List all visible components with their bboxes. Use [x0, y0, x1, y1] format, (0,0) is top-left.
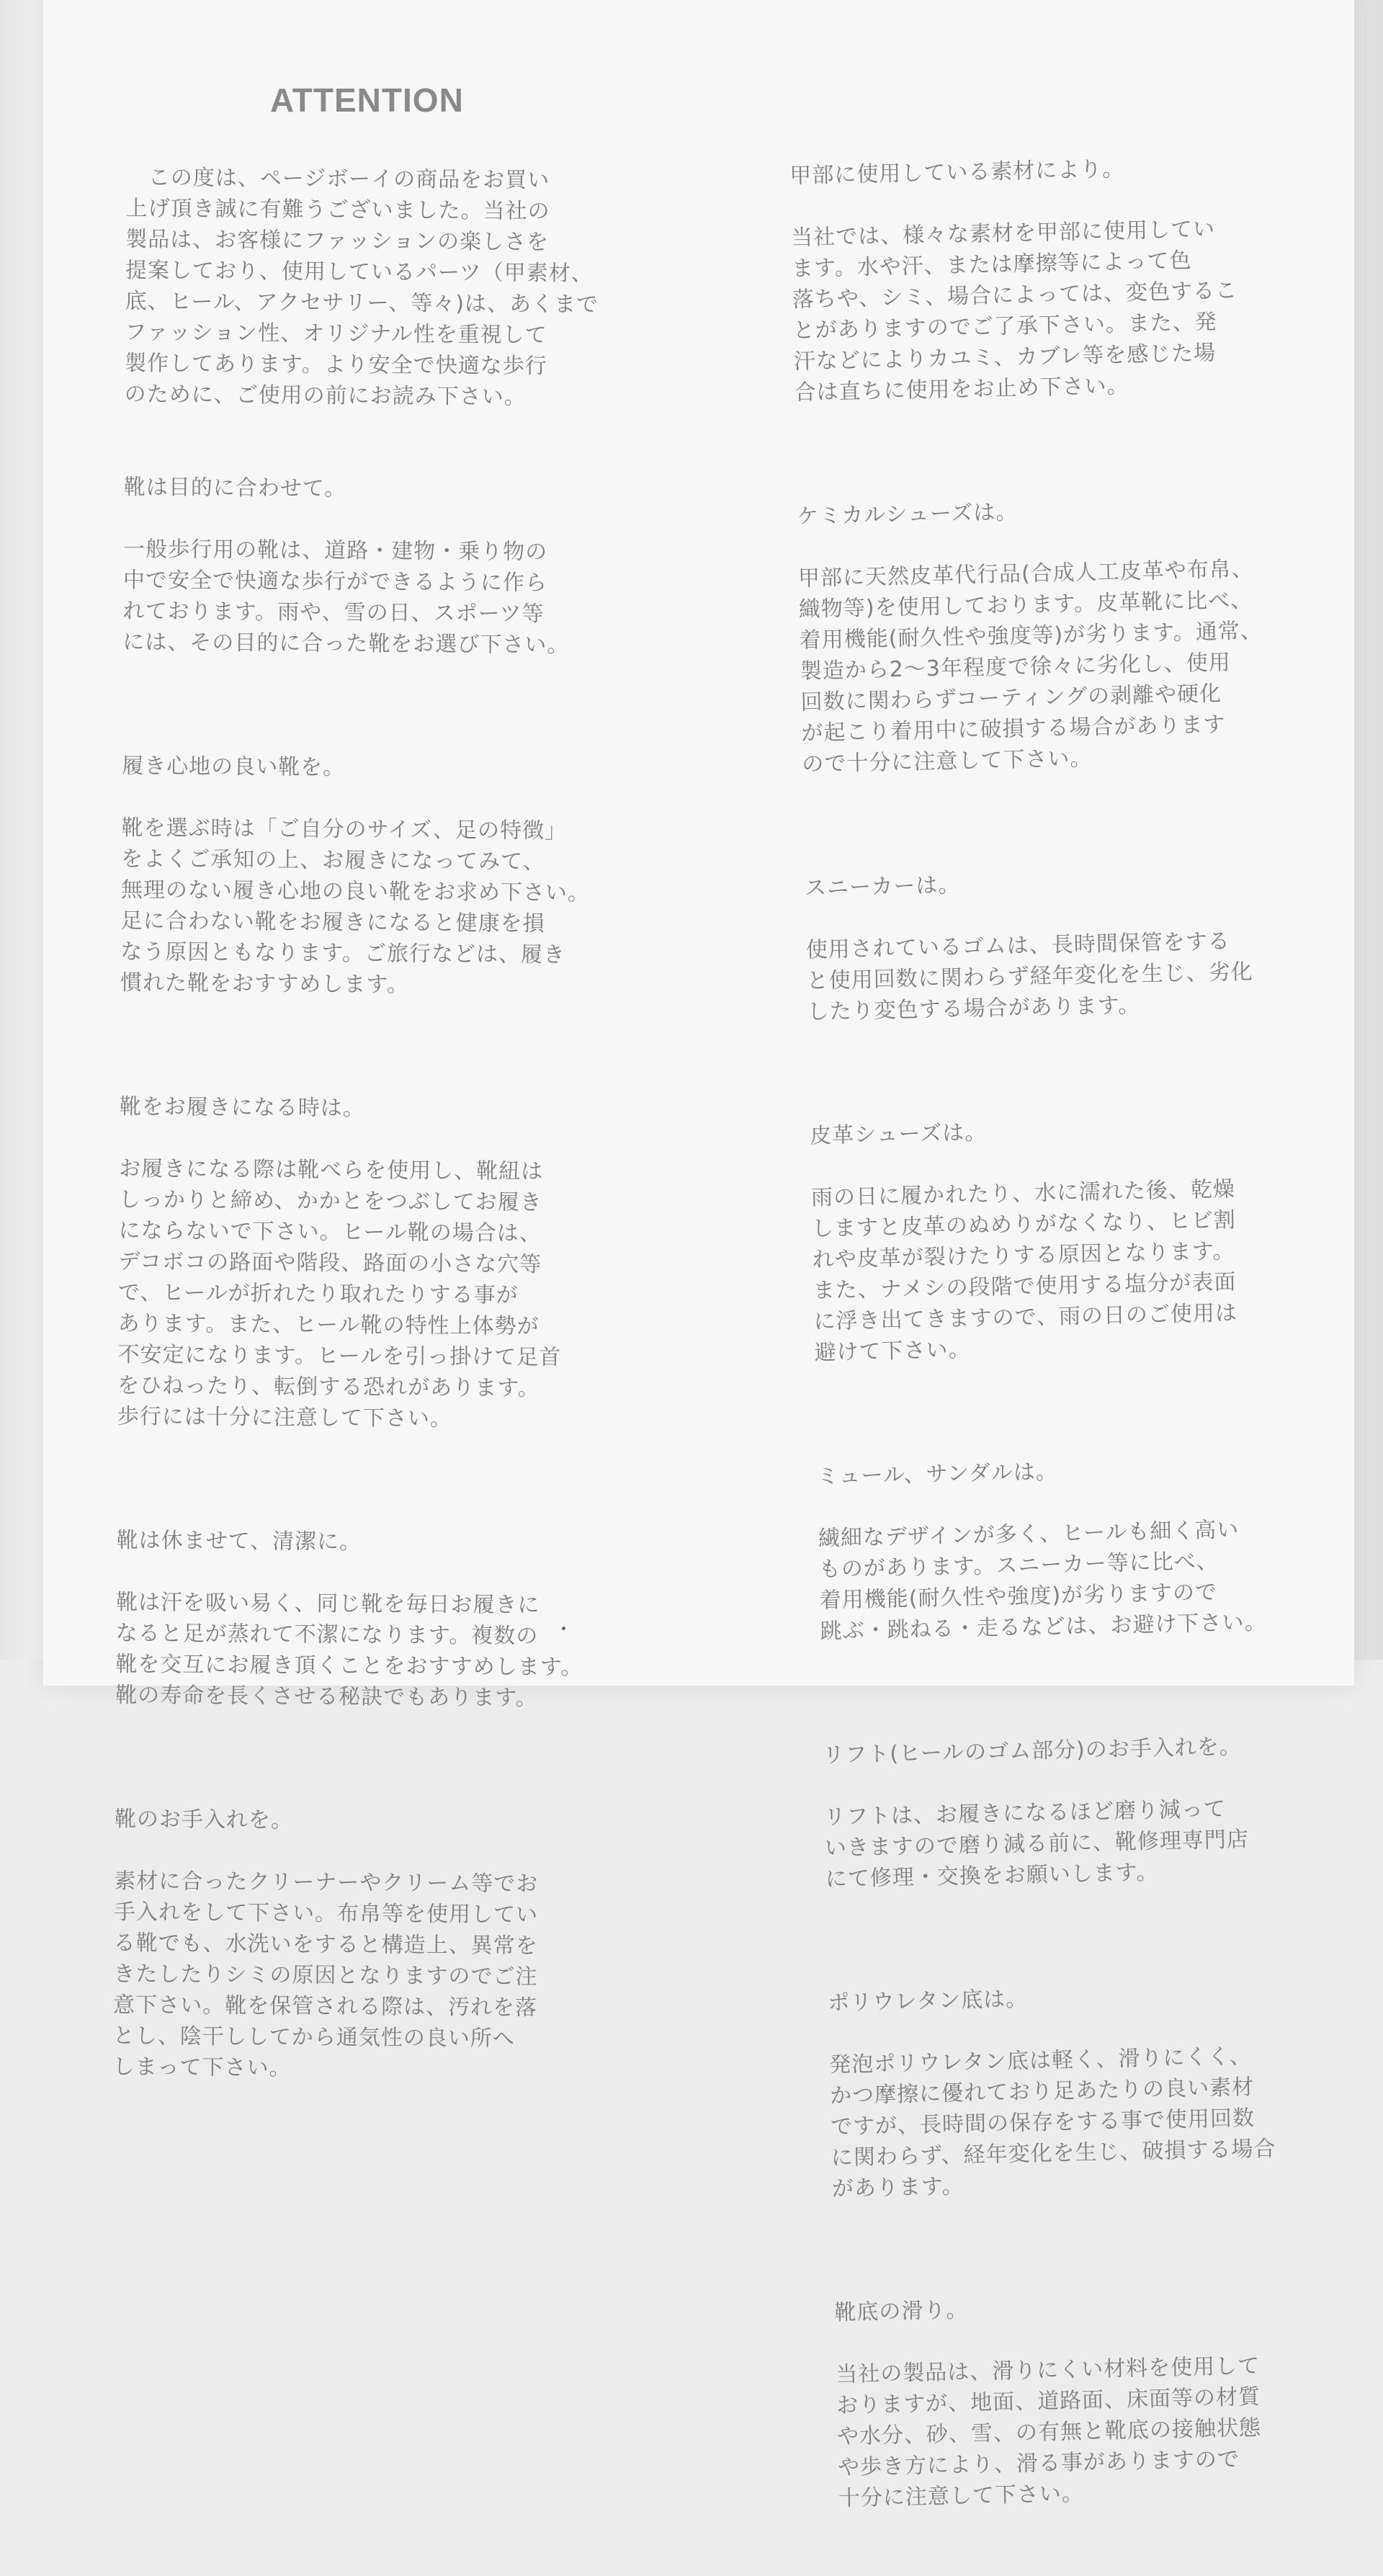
- section-heading: 靴のお手入れを。: [114, 1806, 294, 1833]
- section-body: 靴を選ぶ時は「ご自分のサイズ、足の特徴」 をよくご承知の上、お履きになってみて、 無理のない履き心地の良い靴をお求め下さい。 足に合わない靴をお履きになると健康を損 なう原因ともなります。ご旅行などは、履き 慣れた靴をおすすめします。: [120, 815, 591, 998]
- section-leather-shoes: [809, 1079, 1320, 1400]
- section-body: お履きになる際は靴べらを使用し、靴紐は しっかりと締め、かかとをつぶしてお履き にならないで下さい。ヒール靴の場合は、 デコボコの路面や階段、路面の小さな穴等 で、ヒールが折れたり取れたりする事が あります。また、ヒール靴の特性上体勢が 不安定になります。ヒールを引っ掛けて足首 をひねったり、転倒する恐れがあります。 歩行には十分に注意して下さい。: [117, 1155, 562, 1432]
- section-comfort: [120, 720, 655, 1033]
- section-body: 雨の日に履かれたり、水に濡れた後、乾燥 しますと皮革のぬめりがなくなり、ヒビ割 れや皮革が裂けたりする原因となります。 また、ナメシの段階で使用する塩分が表面 に浮き出てきますので、雨の日のご使用は 避けて下さい。: [810, 1176, 1238, 1366]
- section-heading: 靴をお履きになる時は。: [119, 1094, 365, 1122]
- section-polyurethane-sole: [827, 1946, 1337, 2236]
- section-heading: 靴底の滑り。: [834, 2297, 969, 2326]
- section-heading: ケミカルシューズは。: [796, 499, 1019, 529]
- section-rest-clean: [115, 1494, 650, 1745]
- section-heading: ミュール、サンダルは。: [816, 1459, 1059, 1490]
- section-heading: 靴は休ませて、清潔に。: [116, 1527, 362, 1555]
- section-lift-care: [822, 1699, 1330, 1926]
- section-mules-sandals: [816, 1420, 1325, 1678]
- section-sole-slip: [833, 2256, 1343, 2546]
- section-heading: 皮革シューズは。: [809, 1119, 988, 1149]
- section-chemical-shoes: [796, 460, 1307, 811]
- section-body: リフトは、お履きになるほど磨り減って いきますので磨り減る前に、靴修理専門店 にて修理・交換をお願いします。: [823, 1796, 1250, 1892]
- left-column: [112, 162, 659, 2148]
- section-heading: 履き心地の良い靴を。: [122, 753, 346, 781]
- section-heading: 靴は目的に合わせて。: [123, 474, 347, 502]
- section-body: 靴は汗を吸い易く、同じ靴を毎日お履きに なると足が蒸れて不潔になります。複数の 靴を交互にお履き頂くことをおすすめします。 靴の寿命を長くさせる秘訣でもあります。: [115, 1589, 583, 1712]
- section-heading: リフト(ヒールのゴム部分)のお手入れを。: [822, 1734, 1243, 1768]
- section-purpose: [122, 441, 657, 692]
- section-body: 一般歩行用の靴は、道路・建物・乗り物の 中で安全で快適な歩行ができるように作ら れております。雨や、雪の日、スポーツ等 には、その目的に合った靴をお選び下さい。: [122, 536, 570, 658]
- right-column: [789, 119, 1344, 2576]
- section-wearing: [117, 1060, 653, 1467]
- intro-paragraph: この度は、ページボーイの商品をお買い 上げ頂き誠に有難うございました。当社の 製品は、お客様にファッションの楽しさを 提案しており、使用しているパーツ（甲素材、 底、ヒール、アクセサリー、等々)は、あくまで ファッション性、オリジナル性を重視して 製作してあります。より安全で快適な歩行 のために、ご使用の前にお読み下さい。: [124, 164, 599, 410]
- section-body: 素材に合ったクリーナーやクリーム等でお 手入れをして下さい。布帛等を使用してい る靴でも、水洗いをすると構造上、異常を きたしたりシミの原因となりますのでご注 意下さい。靴を保管される際は、汚れを落 とし、陰干ししてから通気性の良い所へ しまって下さい。: [112, 1868, 539, 2081]
- section-body: 繊細なデザインが多く、ヒールも細く高い ものがあります。スニーカー等に比べ、 着用機能(耐久性や強度)が劣りますので 跳ぶ・跳ねる・走るなどは、お避け下さい。: [818, 1517, 1267, 1645]
- section-body: 発泡ポリウレタン底は軽く、滑りにくく、 かつ摩擦に優れており足あたりの良い素材 ですが、長時間の保存をする事で使用回数 に関わらず、経年変化を生じ、破損する場合 があります。: [828, 2044, 1276, 2202]
- section-body: 当社の製品は、滑りにくい材料を使用して おりますが、地面、道路面、床面等の材質 や水分、砂、雪、の有無と靴底の接触状態 や歩き方により、滑る事がありますので 十分に注意して下さい。: [835, 2353, 1262, 2512]
- section-care: [112, 1773, 648, 2117]
- page-title: ATTENTION: [270, 81, 464, 119]
- section-sneakers: [804, 831, 1312, 1059]
- section-upper-material: [789, 119, 1299, 439]
- section-heading: ポリウレタン底は。: [828, 1986, 1029, 2016]
- section-body: 甲部に天然皮革代行品(合成人工皮革や布帛、 織物等)を使用しております。皮革靴に比べ、 着用機能(耐久性や強度等)が劣ります。通常、 製造から2～3年程度で徐々に劣化し、使用 回数に関わらずコーティングの剥離や硬化 が起こり着用中に破損する場合があります ので十分に注意して下さい。: [797, 556, 1263, 777]
- section-heading: スニーカーは。: [804, 872, 961, 901]
- paper-speck: [562, 1627, 565, 1630]
- section-body: 使用されているゴムは、長時間保管をする と使用回数に関わらず経年変化を生じ、劣化 したり変色する場合があります。: [805, 929, 1253, 1025]
- section-heading: 甲部に使用している素材により。: [789, 156, 1125, 189]
- section-body: 当社では、様々な素材を甲部に使用してい ます。水や汗、または摩擦等によって色 落ちや、シミ、場合によっては、変色するこ とがありますのでご了承下さい。また、発 汗などによりカユミ、カブレ等を感じた場 合は直ちに使用をお止め下さい。: [790, 216, 1238, 406]
